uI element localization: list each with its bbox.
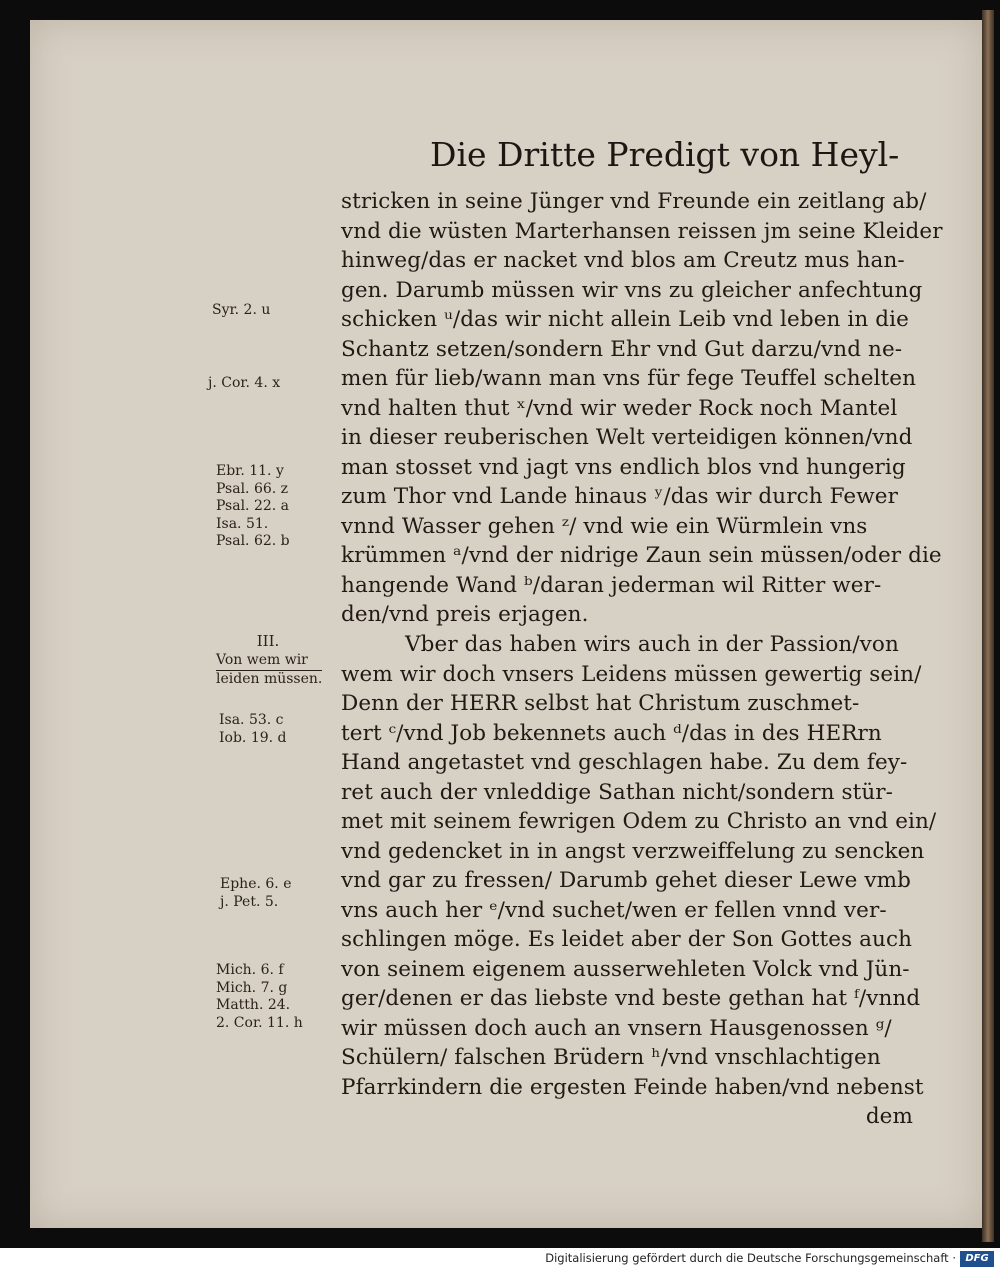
margin-reference: Iob. 19. d [219,729,287,746]
text-line: krümmen ᵃ/vnd der nidrige Zaun sein müssen/oder die [341,543,942,568]
text-line: Vber das haben wirs auch in der Passion/von [405,632,899,657]
paragraph-1 [341,187,943,630]
dfg-logo: DFG [960,1251,994,1267]
text-line: vnd gedencket in in angst verzweiffelung zu sencken [341,838,925,864]
text-line: Schülern/ falschen Brüdern ʰ/vnd vnschlachtigen [341,1045,881,1070]
margin-reference: Mich. 6. f [216,962,284,978]
margin-reference: j. Pet. 5. [220,893,279,910]
text-line: men für lieb/wann man vns für fege Teuffel schelten [341,366,917,391]
margin-heading-line: Von wem wir [216,652,322,671]
text-line: stricken in seine Jünger vnd Freunde ein zeitlang ab/ [341,189,927,214]
margin-reference-group [220,876,291,911]
text-line: wir müssen doch auch an vnsern Hausgenossen ᵍ/ [341,1015,892,1041]
text-line: vnnd Wasser gehen ᶻ/ vnd wie ein Würmlein vns [341,513,868,539]
margin-reference: Ephe. 6. e [220,876,292,892]
text-line: ger/denen er das liebste vnd beste gethan hat ᶠ/vnnd [341,986,921,1011]
text-line: hinweg/das er nacket vnd blos am Creutz mus han- [341,248,905,273]
margin-reference-group [216,463,290,551]
section-number: III. [256,632,280,650]
text-line: schlingen möge. Es leidet aber der Son Gottes auch [341,927,913,952]
margin-reference: Isa. 53. c [219,712,284,728]
text-line: Denn der HERR selbst hat Christum zuschmet- [341,691,860,716]
text-line: hangende Wand ᵇ/daran jederman wil Ritter wer- [341,572,882,598]
text-line: vnd halten thut ˣ/vnd wir weder Rock noch Mantel [341,395,898,421]
catchword: dem [865,1104,913,1129]
margin-reference: Psal. 62. b [216,533,290,549]
text-line: Pfarrkindern die ergesten Feinde haben/vnd nebenst [341,1074,924,1100]
text-line: von seinem eigenem ausserwehleten Volck vnd Jün- [341,956,910,982]
margin-heading-line: leiden müssen. [216,670,323,687]
margin-reference: Psal. 22. a [216,498,290,514]
text-line: vnd die wüsten Marterhansen reissen jm seine Kleider [341,218,943,244]
running-header: Die Dritte Predigt von Heyl- [430,135,900,174]
text-line: den/vnd preis erjagen. [341,602,589,627]
text-line: zum Thor vnd Lande hinaus ʸ/das wir durch Fewer [341,484,898,509]
margin-reference: Mich. 7. g [216,979,288,996]
text-line: man stosset vnd jagt vns endlich blos vnd hungerig [341,454,906,480]
margin-reference: Ebr. 11. y [216,463,284,479]
text-line: vns auch her ᵉ/vnd suchet/wen er fellen vnnd ver- [341,897,887,923]
margin-reference: j. Cor. 4. x [208,375,281,391]
paragraph-2 [341,630,937,1132]
attribution-bar [0,1248,1000,1271]
funding-notice: Digitalisierung gefördert durch die Deutsche Forschungsgemeinschaft · [545,1251,956,1265]
margin-reference: Syr. 2. u [212,302,271,318]
text-line: Schantz setzen/sondern Ehr vnd Gut darzu/vnd ne- [341,336,903,362]
margin-reference: Matth. 24. [216,997,291,1013]
section-heading [216,652,322,688]
text-line: wem wir doch vnsers Leidens müssen gewertig sein/ [341,661,922,687]
margin-reference-group [216,962,303,1032]
text-line: met mit seinem fewrigen Odem zu Christo an vnd ein/ [341,809,937,834]
text-line: gen. Darumb müssen wir vns zu gleicher anfechtung [341,277,923,303]
text-line: ret auch der vnleddige Sathan nicht/sondern stür- [341,779,894,805]
text-line: in dieser reuberischen Welt verteidigen können/vnd [341,425,913,450]
text-line: Hand angetastet vnd geschlagen habe. Zu dem fey- [341,750,908,775]
margin-reference: 2. Cor. 11. h [216,1014,303,1031]
margin-reference: Isa. 51. [216,515,269,532]
text-line: vnd gar zu fressen/ Darumb gehet dieser Lewe vmb [341,868,911,893]
text-line: schicken ᵘ/das wir nicht allein Leib vnd leben in die [341,307,909,332]
book-edge [982,10,994,1242]
margin-reference: Psal. 66. z [216,480,289,497]
text-line: tert ᶜ/vnd Job bekennets auch ᵈ/das in des HERrn [341,720,882,746]
margin-reference-group [219,712,287,747]
